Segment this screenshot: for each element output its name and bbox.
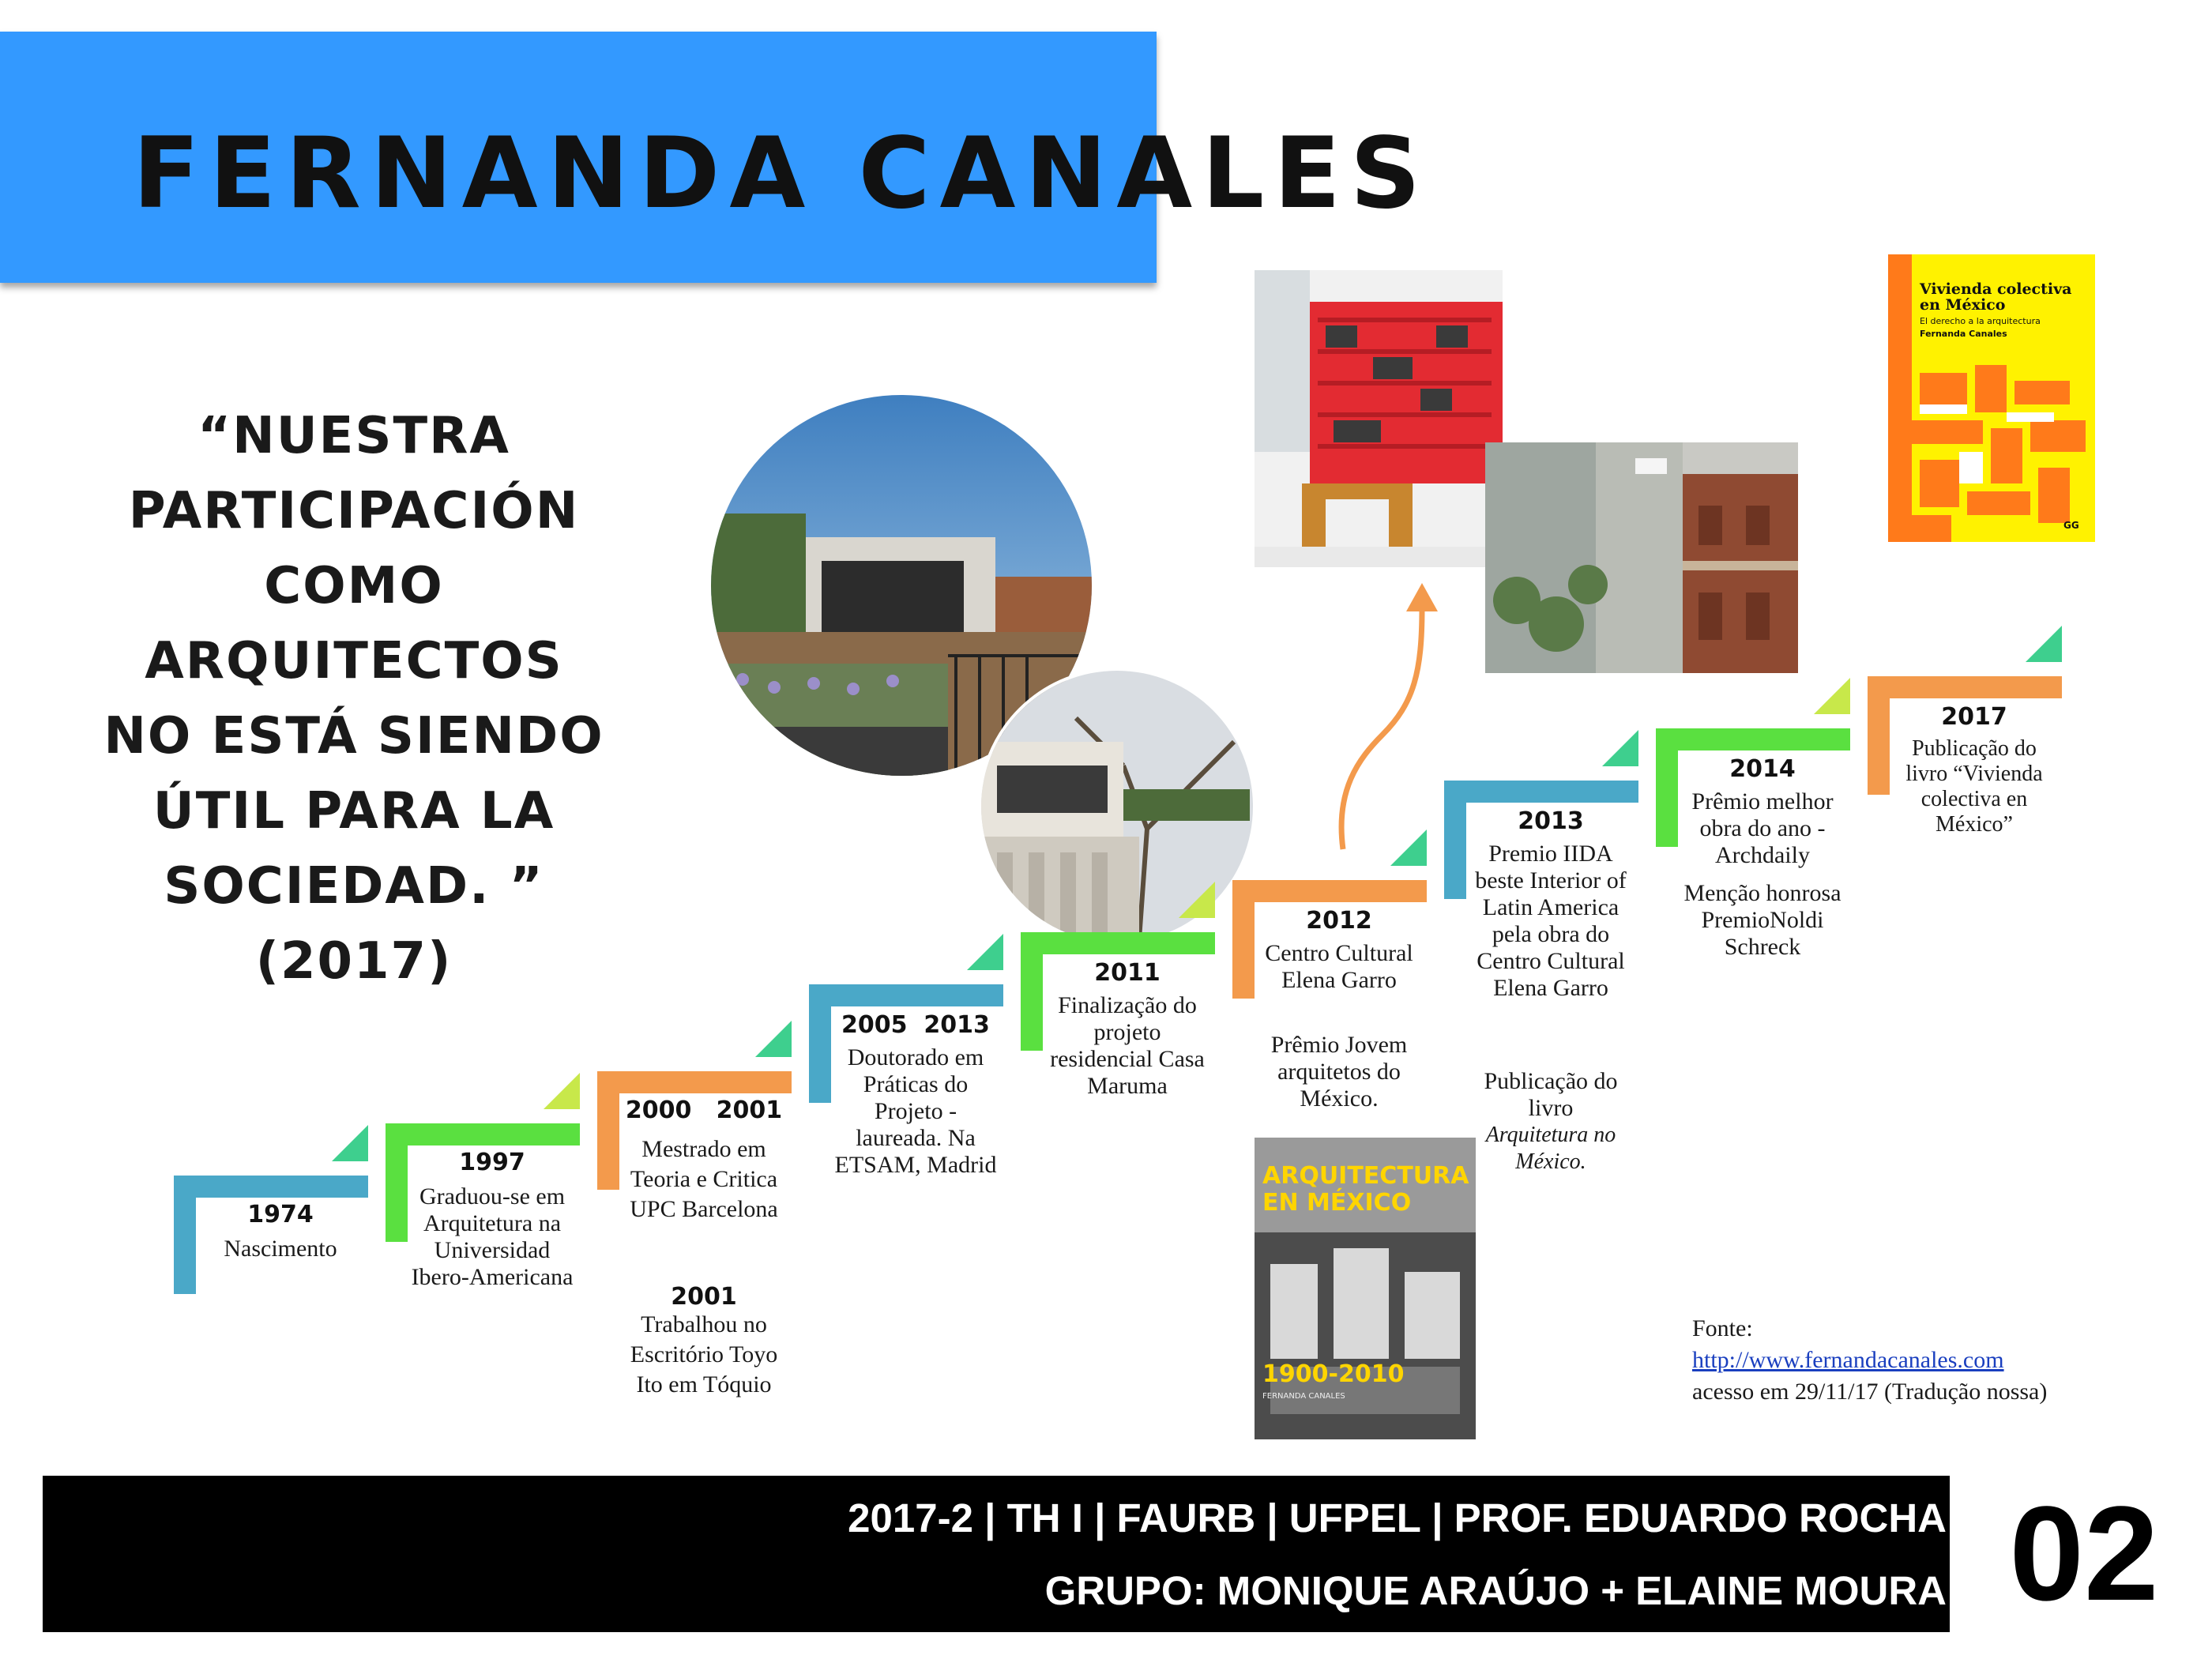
footer-group-line: GRUPO: MONIQUE ARAÚJO + ELAINE MOURA bbox=[1044, 1568, 1947, 1613]
event-2017: Publicação do livro “Vivienda colectiva en México” bbox=[1905, 736, 2043, 837]
red-bookshelf-photo bbox=[1255, 270, 1503, 567]
step-post-1997 bbox=[386, 1123, 408, 1242]
step-marker-2005 bbox=[967, 934, 1003, 970]
year-1974: 1974 bbox=[247, 1201, 314, 1228]
book-cover-arquitectura-en-mexico bbox=[1255, 1138, 1476, 1439]
book-arquitectura-years: 1900-2010 bbox=[1262, 1360, 1405, 1388]
book-vivienda-publisher: GG bbox=[2063, 520, 2079, 531]
quote-text: “NUESTRA PARTICIPACIÓN COMO ARQUITECTOS NO ESTÁ SIENDO ÚTIL PARA LA SOCIEDAD. ” (2017) bbox=[103, 407, 604, 991]
source-note bbox=[1692, 1313, 2047, 1408]
book-vivienda-author: Fernanda Canales bbox=[1920, 329, 2007, 339]
page-title: FERNANDA CANALES bbox=[133, 117, 1431, 231]
year-2012: 2012 bbox=[1306, 907, 1372, 935]
year-2013: 2013 bbox=[1518, 807, 1584, 835]
step-marker-1997 bbox=[544, 1073, 580, 1109]
book-vivienda-title: Vivienda colectiva en México bbox=[1920, 280, 2072, 314]
step-post-2012 bbox=[1232, 880, 1255, 999]
step-marker-2013 bbox=[1602, 730, 1638, 766]
event-2011: Finalização do projeto residencial Casa Maruma bbox=[1050, 992, 1205, 1099]
step-bar-2017 bbox=[1868, 676, 2062, 698]
year-2001: 2001 bbox=[671, 1283, 737, 1311]
step-marker-2011 bbox=[1179, 882, 1215, 918]
step-post-2000 bbox=[597, 1071, 619, 1190]
footer-course-line: 2017-2 | TH I | FAURB | UFPEL | PROF. EDUARDO ROCHA bbox=[848, 1495, 1947, 1540]
cultural-center-interior-photo bbox=[1485, 442, 1798, 673]
step-marker-2014 bbox=[1814, 678, 1850, 714]
step-bar-2014 bbox=[1656, 728, 1850, 750]
step-post-2013 bbox=[1444, 781, 1466, 899]
event-2005: Doutorado em Práticas do Projeto - laureada. Na ETSAM, Madrid bbox=[834, 1044, 997, 1178]
book-arquitectura-title: ARQUITECTURA EN MÉXICO bbox=[1262, 1162, 1469, 1217]
year-1997: 1997 bbox=[459, 1149, 525, 1176]
step-marker-1974 bbox=[332, 1125, 368, 1161]
arrow-icon bbox=[1327, 577, 1446, 861]
event-1997: Graduou-se em Arquitetura na Universidad Ibero-Americana bbox=[411, 1183, 574, 1290]
step-post-2014 bbox=[1656, 728, 1678, 847]
event-2012: Centro Cultural Elena Garro bbox=[1265, 940, 1413, 993]
step-bar-2011 bbox=[1021, 932, 1215, 954]
step-post-2005 bbox=[809, 984, 831, 1103]
step-post-2017 bbox=[1868, 676, 1890, 795]
source-access-date: acesso em 29/11/17 (Tradução nossa) bbox=[1692, 1379, 2048, 1405]
step-bar-2013 bbox=[1444, 781, 1638, 803]
source-link[interactable]: http://www.fernandacanales.com bbox=[1692, 1347, 2004, 1373]
event-1974: Nascimento bbox=[224, 1236, 337, 1262]
event-2013-publication: Publicação do livro bbox=[1484, 1068, 1618, 1121]
step-bar-1974 bbox=[174, 1176, 368, 1198]
year-2000-2001: 2000 2001 bbox=[625, 1097, 783, 1124]
step-bar-2000 bbox=[597, 1071, 792, 1093]
book-arquitectura-author: FERNANDA CANALES bbox=[1262, 1392, 1345, 1401]
source-label: Fonte: bbox=[1692, 1315, 1753, 1341]
event-2013: Premio IIDA beste Interior of Latin America pela obra do Centro Cultural Elena Garro bbox=[1475, 841, 1627, 1001]
page-number: 02 bbox=[2009, 1479, 2159, 1629]
book-cover-vivienda-colectiva bbox=[1888, 254, 2095, 542]
step-bar-2012 bbox=[1232, 880, 1427, 902]
year-2017: 2017 bbox=[1941, 703, 2007, 731]
year-2014: 2014 bbox=[1729, 755, 1796, 783]
step-marker-2000 bbox=[755, 1021, 792, 1057]
event-2013-book-title: Arquitetura no México. bbox=[1485, 1123, 1616, 1174]
step-marker-2017 bbox=[2026, 626, 2062, 662]
step-marker-2012 bbox=[1390, 830, 1427, 866]
event-2014-mention: Menção honrosa PremioNoldi Schreck bbox=[1683, 880, 1841, 960]
step-post-2011 bbox=[1021, 932, 1043, 1051]
step-post-1974 bbox=[174, 1176, 196, 1294]
year-2005-2013: 2005 2013 bbox=[841, 1011, 990, 1039]
step-bar-2005 bbox=[809, 984, 1003, 1006]
event-2001: Trabalhou no Escritório Toyo Ito em Tóquio bbox=[630, 1311, 778, 1398]
event-2012-award: Prêmio Jovem arquitetos do México. bbox=[1270, 1032, 1408, 1112]
book-vivienda-subtitle: El derecho a la arquitectura bbox=[1920, 316, 2041, 326]
step-bar-1997 bbox=[386, 1123, 580, 1146]
event-2014: Prêmio melhor obra do ano - Archdaily bbox=[1691, 788, 1834, 868]
year-2011: 2011 bbox=[1094, 959, 1161, 987]
event-2000: Mestrado em Teoria e Critica UPC Barcelona bbox=[630, 1136, 778, 1222]
